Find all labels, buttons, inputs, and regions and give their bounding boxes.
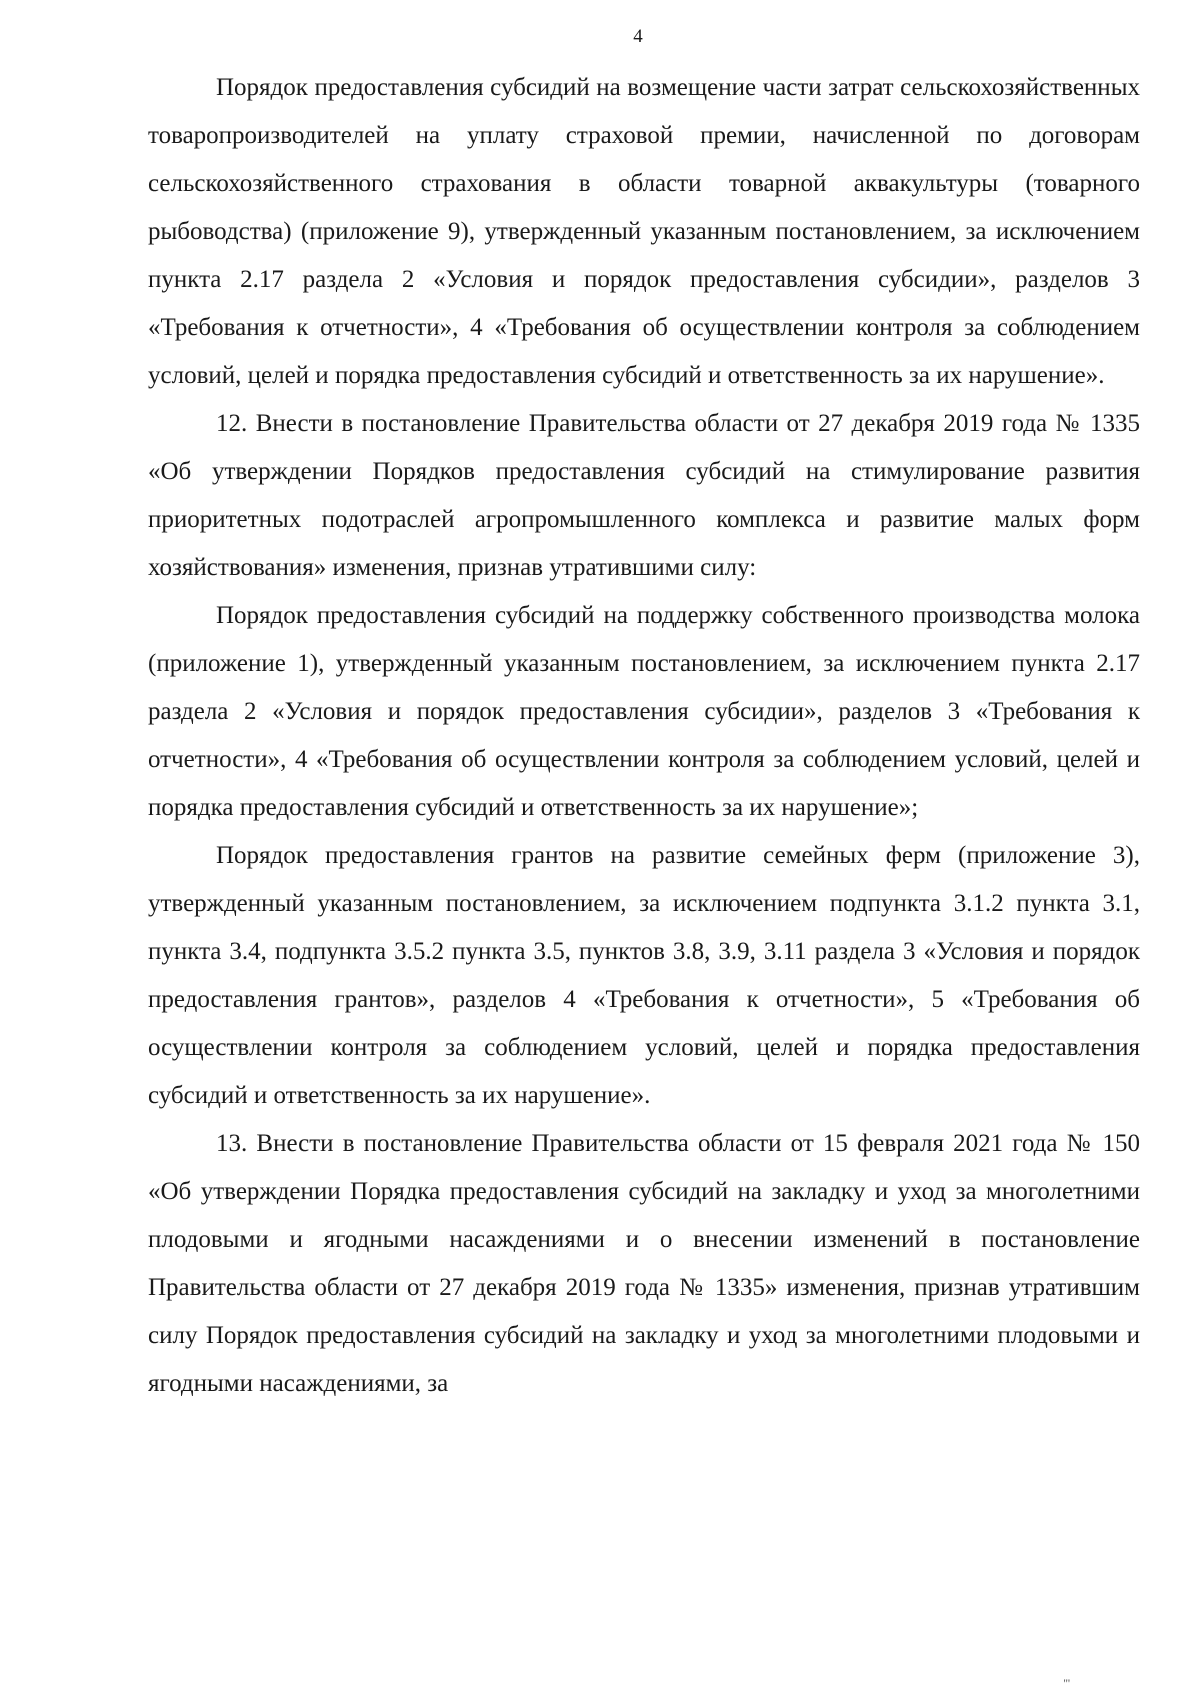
paragraph-item-13: 13. Внести в постановление Правительства области от 15 февраля 2021 года № 150 «Об утверждении Порядка предоставления субсидий на закладку и уход за многолетними плодовыми и ягодными насаждениями и о внесении изменений в постановление Правительства области от 27 декабря 2019 года № 1335» изменения, признав утратившим силу Порядок предоставления субсидий на закладку и уход за многолетними плодовыми и ягодными насаждениями, за — [148, 1130, 1140, 1397]
scan-mark: ''' — [1063, 1676, 1070, 1690]
paragraph-annex-9: Порядок предоставления субсидий на возмещение части затрат сельскохозяйственных товаропроизводителей на уплату страховой премии, начисленной по договорам сельскохозяйственного страхования в области товарной аквакультуры (товарного рыбоводства) (приложение 9), утвержденный указанным постановлением, за исключением пункта 2.17 раздела 2 «Условия и порядок предоставления субсидии», разделов 3 «Требования к отчетности», 4 «Требования об осуществлении контроля за соблюдением условий, целей и порядка предоставления субсидий и ответственность за их нарушение». — [148, 74, 1140, 389]
paragraph-item-12: 12. Внести в постановление Правительства области от 27 декабря 2019 года № 1335 «Об утверждении Порядков предоставления субсидий на стимулирование развития приоритетных подотраслей агропромышленного комплекса и развитие малых форм хозяйствования» изменения, признав утратившими силу: — [148, 410, 1140, 581]
paragraph-annex-1: Порядок предоставления субсидий на поддержку собственного производства молока (приложение 1), утвержденный указанным постановлением, за исключением пункта 2.17 раздела 2 «Условия и порядок предоставления субсидии», разделов 3 «Требования к отчетности», 4 «Требования об осуществлении контроля за соблюдением условий, целей и порядка предоставления субсидий и ответственность за их нарушение»; — [148, 602, 1140, 821]
page-number: 4 — [633, 26, 643, 47]
document-body — [148, 64, 1140, 1408]
paragraph-annex-3: Порядок предоставления грантов на развитие семейных ферм (приложение 3), утвержденный указанным постановлением, за исключением подпункта 3.1.2 пункта 3.1, пункта 3.4, подпункта 3.5.2 пункта 3.5, пунктов 3.8, 3.9, 3.11 раздела 3 «Условия и порядок предоставления грантов», разделов 4 «Требования к отчетности», 5 «Требования об осуществлении контроля за соблюдением условий, целей и порядка предоставления субсидий и ответственность за их нарушение». — [148, 842, 1140, 1109]
